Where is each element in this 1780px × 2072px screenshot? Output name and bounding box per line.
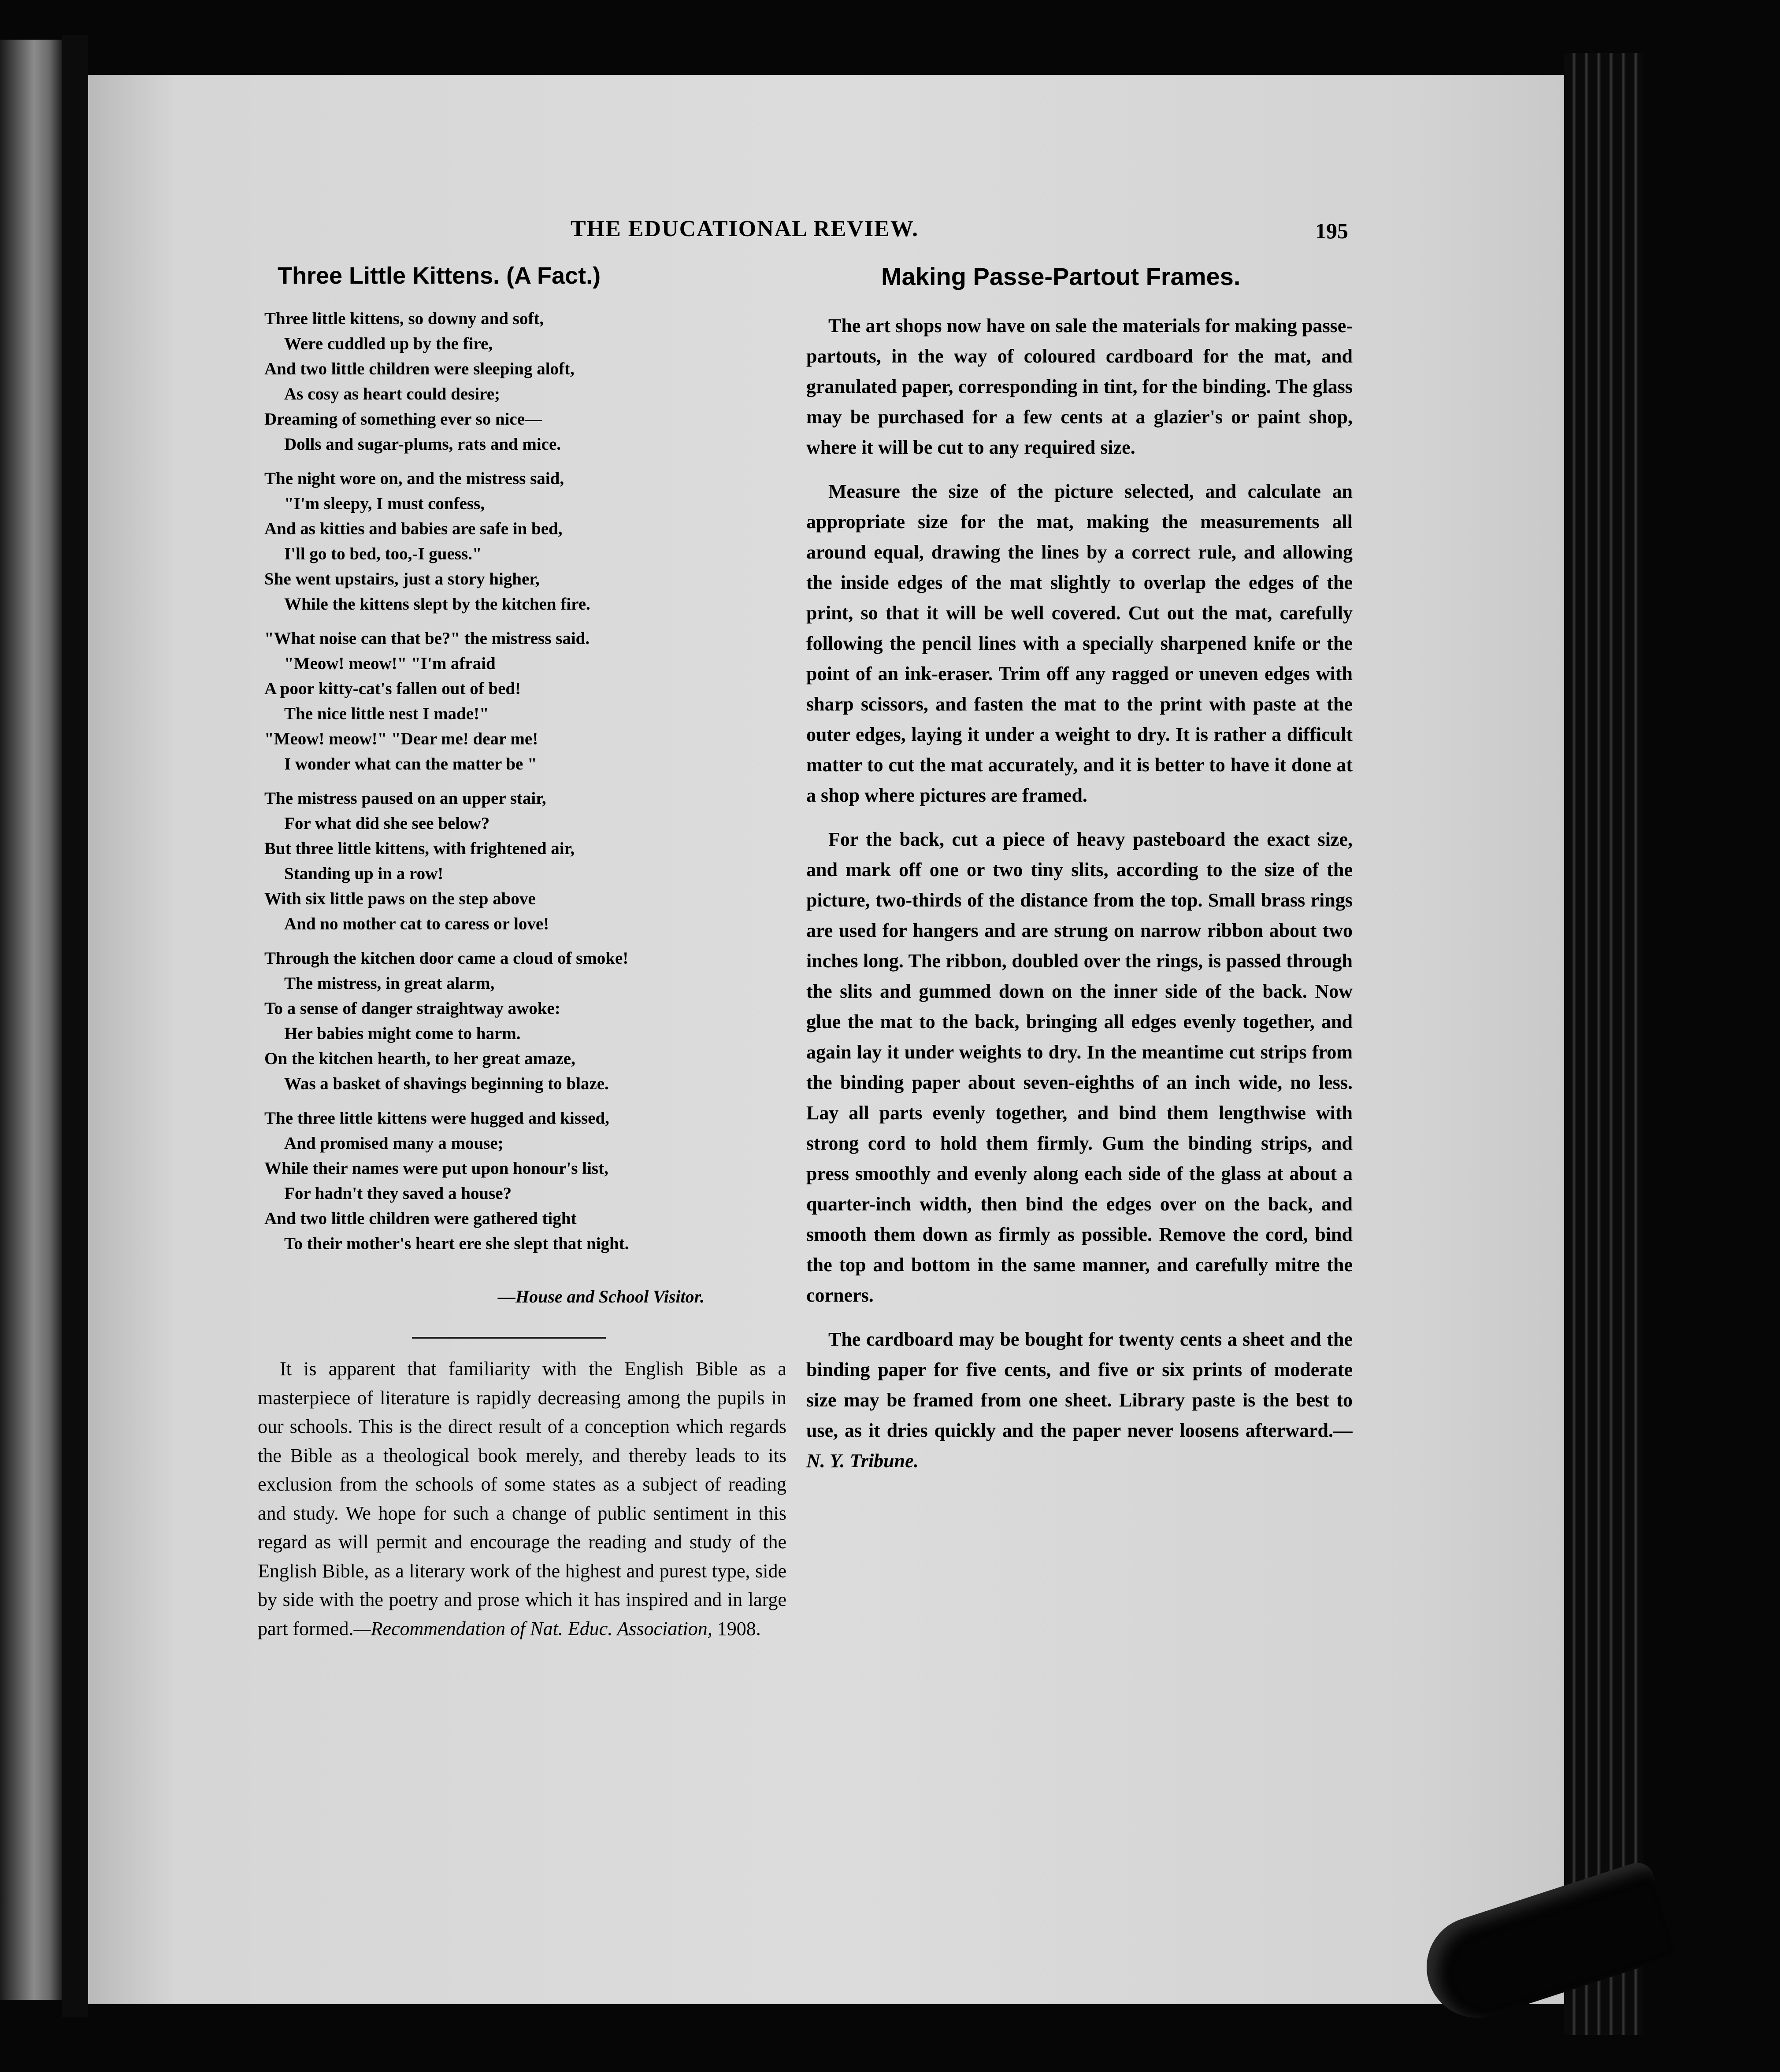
article-last-text: The cardboard may be bought for twenty cents a sheet and the binding paper for five cents, and five or six prints of moderate size may be framed from one sheet. Library paste is the best to use, as it dries quickly and the paper never loosens afterward.: [806, 1328, 1353, 1441]
poem-line: I'll go to bed, too,-I guess.": [284, 544, 482, 563]
poem-line: To a sense of danger straightway awoke:: [264, 999, 560, 1018]
poem-line: Were cuddled up by the fire,: [284, 334, 493, 353]
poem-line: Dreaming of something ever so nice—: [264, 410, 542, 429]
article-body: [806, 311, 1353, 1476]
essay-year: 1908.: [717, 1617, 761, 1639]
poem-line: Her babies might come to harm.: [284, 1024, 521, 1043]
poem-stanza: [264, 626, 793, 777]
essay-source: —Recommendation of Nat. Educ. Association,: [353, 1617, 712, 1639]
poem-line: On the kitchen hearth, to her great amaze,: [264, 1049, 575, 1068]
poem-stanza: [264, 946, 793, 1096]
poem-line: Was a basket of shavings beginning to blaze.: [284, 1074, 609, 1093]
poem-line: "Meow! meow!" "Dear me! dear me!: [264, 729, 538, 748]
article-paragraph: Measure the size of the picture selected, and calculate an appropriate size for the mat, making the measurements all around equal, drawing the lines by a correct rule, and allowing the inside edges of the mat slightly to overlap the edges of the print, so that it will be well covered. Cut out the mat, carefully following the pencil lines with a specially sharpened knife or the point of an ink-eraser. Trim off any ragged or uneven edges with sharp scissors, and fasten the mat to the print with paste at the outer edges, laying it under a weight to dry. It is rather a difficult matter to cut the mat accurately, and it is better to have it done at a shop where pictures are framed.: [806, 481, 1353, 806]
poem-line: With six little paws on the step above: [264, 889, 536, 908]
poem-line: The mistress, in great alarm,: [284, 974, 495, 993]
poem-line: She went upstairs, just a story higher,: [264, 570, 540, 588]
poem-body: [264, 306, 793, 1265]
page-stack-edge: [1564, 53, 1643, 2035]
essay-text: It is apparent that familiarity with the English Bible as a masterpiece of literature is rapidly decreasing among the pupils in our schools. This is the direct result of a conception which regards the Bible as a theological book merely, and thereby leads to its exclusion from the schools of some states as a subject of reading and study. We hope for such a change of public sentiment in this regard as will permit and encourage the reading and study of the English Bible, as a literary work of the highest and purest type, side by side with the poetry and prose which it has inspired and in large part formed.: [258, 1358, 786, 1639]
poem-line: And no mother cat to caress or love!: [284, 914, 549, 933]
poem-line: Through the kitchen door came a cloud of smoke!: [264, 949, 629, 968]
poem-line: Dolls and sugar-plums, rats and mice.: [284, 435, 561, 454]
poem-line: Standing up in a row!: [284, 864, 444, 883]
poem-line: While their names were put upon honour's list,: [264, 1159, 608, 1178]
article-paragraph: For the back, cut a piece of heavy pasteboard the exact size, and mark off one or two tiny slits, according to the size of the picture, two-thirds of the distance from the top. Small brass rings are used for hangers and are strung on narrow ribbon about two inches long. The ribbon, doubled over the rings, is passed through the slits and gummed down on the inner side of the back. Now glue the mat to the back, bringing all edges evenly together, and again lay it under weights to dry. In the meantime cut strips from the binding paper about seven-eighths of an inch wide, no less. Lay all parts evenly together, and bind them lengthwise with strong cord to hold them firmly. Gum the binding strips, and press smoothly and evenly along each side of the glass at about a quarter-inch width, then bind the edges over on the back, and smooth them down as firmly as possible. Remove the cord, bind the top and bottom in the same manner, and carefully mitre the corners.: [806, 829, 1353, 1306]
poem-line: The three little kittens were hugged and kissed,: [264, 1109, 609, 1128]
poem-line: And two little children were gathered tight: [264, 1209, 577, 1228]
poem-line: "Meow! meow!" "I'm afraid: [284, 654, 496, 673]
poem-line: While the kittens slept by the kitchen fire.: [284, 595, 590, 614]
poem-line: But three little kittens, with frightened air,: [264, 839, 575, 858]
poem-line: The night wore on, and the mistress said,: [264, 469, 564, 488]
poem-line: Three little kittens, so downy and soft,: [264, 309, 544, 328]
poem-attribution: —House and School Visitor.: [498, 1287, 705, 1306]
poem-line: A poor kitty-cat's fallen out of bed!: [264, 679, 521, 698]
poem-stanza: [264, 1106, 793, 1256]
article-source: —N. Y. Tribune.: [806, 1420, 1353, 1472]
poem-line: To their mother's heart ere she slept that night.: [284, 1234, 629, 1253]
poem-line: "I'm sleepy, I must confess,: [284, 494, 485, 513]
poem-line: As cosy as heart could desire;: [284, 385, 500, 403]
poem-line: The nice little nest I made!": [284, 704, 489, 723]
adjacent-page-edge: [0, 40, 62, 2000]
poem-stanza: [264, 306, 793, 457]
poem-line: For what did she see below?: [284, 814, 490, 833]
poem-line: The mistress paused on an upper stair,: [264, 789, 546, 808]
poem-line: For hadn't they saved a house?: [284, 1184, 512, 1203]
section-divider: [412, 1337, 606, 1339]
essay-paragraph: [258, 1354, 786, 1643]
poem-line: And two little children were sleeping aloft,: [264, 359, 575, 378]
page-number: 195: [1315, 218, 1348, 243]
poem-line: And promised many a mouse;: [284, 1134, 504, 1153]
poem-title: Three Little Kittens. (A Fact.): [278, 263, 601, 289]
running-head: THE EDUCATIONAL REVIEW.: [571, 216, 919, 241]
article-paragraph-last: [806, 1324, 1353, 1476]
poem-stanza: [264, 466, 793, 617]
poem-line: "What noise can that be?" the mistress said.: [264, 629, 590, 648]
poem-stanza: [264, 786, 793, 936]
article-paragraph: The art shops now have on sale the materials for making passe-partouts, in the way of coloured cardboard for the mat, and granulated paper, corresponding in tint, for the binding. The glass may be purchased for a few cents at a glazier's or paint shop, where it will be cut to any required size.: [806, 315, 1353, 458]
article-title: Making Passe-Partout Frames.: [881, 263, 1241, 290]
poem-line: And as kitties and babies are safe in bed,: [264, 519, 563, 538]
poem-line: I wonder what can the matter be ": [284, 755, 537, 773]
book-gutter: [62, 35, 88, 2017]
